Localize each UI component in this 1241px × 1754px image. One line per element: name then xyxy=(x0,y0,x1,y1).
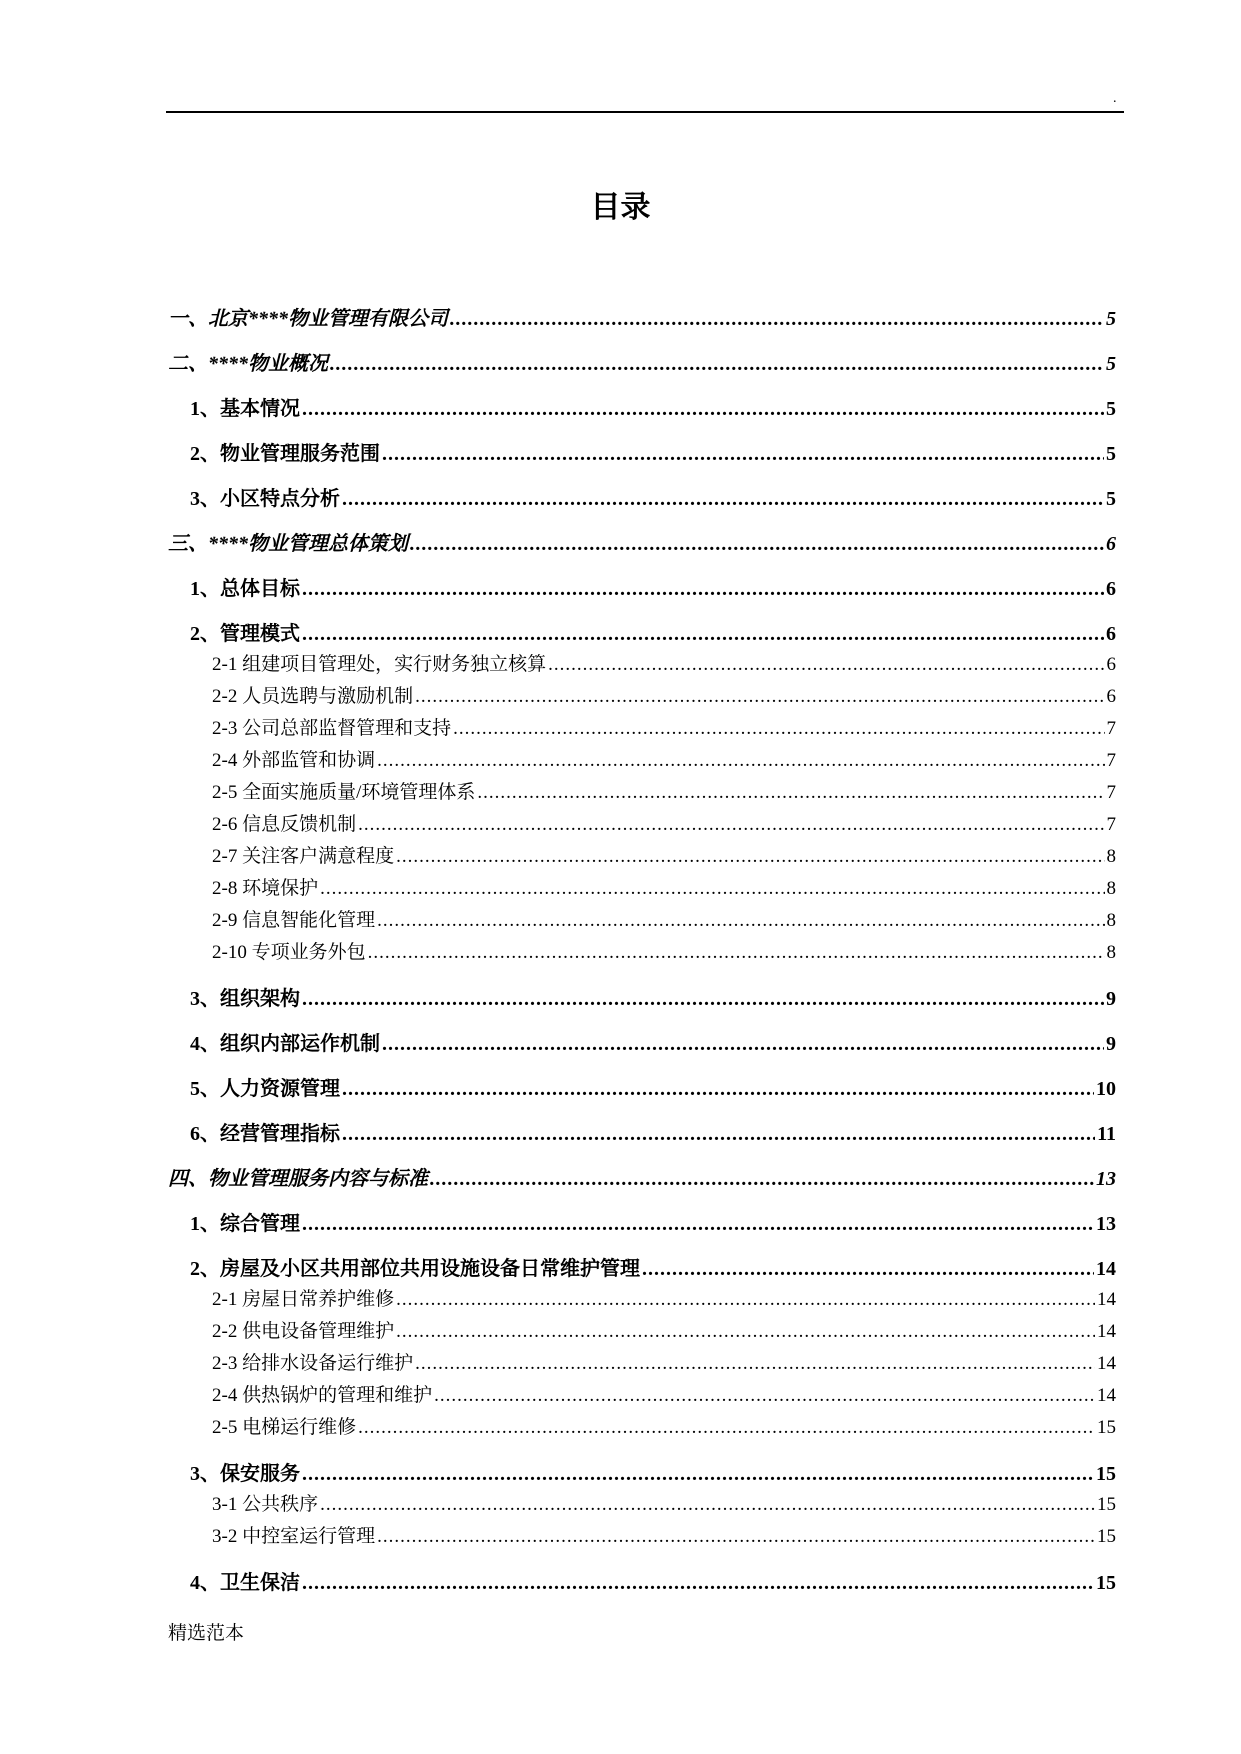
toc-entry[interactable] xyxy=(212,713,1116,740)
toc-entry-text: 3、组织架构 xyxy=(190,988,300,1010)
toc-dot-leader xyxy=(302,578,1104,601)
toc-page-number: 14 xyxy=(1097,1385,1116,1406)
toc-entry-text: 二、****物业概况 xyxy=(168,353,328,375)
toc-entry[interactable] xyxy=(212,841,1116,868)
toc-dot-leader xyxy=(368,942,1105,964)
toc-entry[interactable] xyxy=(190,482,1116,511)
toc-entry[interactable] xyxy=(168,527,1116,556)
toc-entry-text: 4、卫生保洁 xyxy=(190,1572,300,1594)
toc-entry-text: 3、保安服务 xyxy=(190,1463,300,1485)
header-dot: . xyxy=(1113,91,1117,106)
toc-entry[interactable] xyxy=(212,873,1116,900)
toc-entry[interactable] xyxy=(190,982,1116,1011)
toc-entry[interactable] xyxy=(212,1412,1116,1439)
toc-page-number: 8 xyxy=(1106,878,1116,899)
toc-dot-leader xyxy=(302,1572,1094,1595)
toc-page-number: 5 xyxy=(1106,353,1116,375)
toc-entry-text: 2-2 人员选聘与激励机制 xyxy=(212,686,414,707)
toc-page-number: 8 xyxy=(1106,846,1116,867)
toc-dot-leader xyxy=(382,443,1104,466)
toc-dot-leader xyxy=(358,814,1104,836)
toc-dot-leader xyxy=(410,533,1104,556)
toc-entry-text: 2-1 组建项目管理处，实行财务独立核算 xyxy=(212,654,547,675)
toc-entry[interactable] xyxy=(212,777,1116,804)
toc-page-number: 15 xyxy=(1097,1526,1116,1547)
toc-page-number: 5 xyxy=(1106,398,1116,420)
toc-page-number: 6 xyxy=(1106,654,1116,675)
toc-dot-leader xyxy=(396,1289,1095,1311)
toc-page-number: 5 xyxy=(1106,443,1116,465)
toc-page-number: 14 xyxy=(1096,1258,1116,1280)
toc-entry[interactable] xyxy=(190,1072,1116,1101)
toc-entry-text: 2-9 信息智能化管理 xyxy=(212,910,376,931)
toc-dot-leader xyxy=(453,718,1104,740)
toc-dot-leader xyxy=(642,1258,1094,1281)
toc-entry[interactable] xyxy=(190,392,1116,421)
toc-dot-leader xyxy=(320,1494,1095,1516)
toc-page-number: 15 xyxy=(1097,1494,1116,1515)
toc-dot-leader xyxy=(320,878,1104,900)
toc-entry[interactable] xyxy=(212,1284,1116,1311)
toc-entry[interactable] xyxy=(190,572,1116,601)
toc-page-number: 7 xyxy=(1106,750,1116,771)
toc-entry[interactable] xyxy=(212,1521,1116,1548)
toc-dot-leader xyxy=(342,1123,1095,1146)
toc-entry-text: 2-5 全面实施质量/环境管理体系 xyxy=(212,782,476,803)
toc-dot-leader xyxy=(302,1213,1094,1236)
toc-entry-text: 3-2 中控室运行管理 xyxy=(212,1526,376,1547)
toc-page-number: 6 xyxy=(1106,533,1116,555)
toc-page-number: 11 xyxy=(1097,1123,1116,1145)
toc-dot-leader xyxy=(415,686,1104,708)
toc-entry[interactable] xyxy=(190,617,1116,646)
toc-entry-text: 2-7 关注客户满意程度 xyxy=(212,846,395,867)
toc-entry[interactable] xyxy=(212,809,1116,836)
toc-entry-text: 2、管理模式 xyxy=(190,623,300,645)
toc-entry[interactable] xyxy=(190,1457,1116,1486)
toc-entry-text: 四、物业管理服务内容与标准 xyxy=(168,1168,428,1190)
toc-entry-text: 2-2 供电设备管理维护 xyxy=(212,1321,395,1342)
toc-page-number: 15 xyxy=(1096,1463,1116,1485)
toc-dot-leader xyxy=(377,910,1104,932)
toc-dot-leader xyxy=(302,398,1104,421)
toc-dot-leader xyxy=(396,846,1104,868)
toc-page-number: 7 xyxy=(1106,718,1116,739)
toc-page-number: 7 xyxy=(1106,814,1116,835)
toc-page-number: 14 xyxy=(1097,1289,1116,1310)
toc-page-number: 8 xyxy=(1106,942,1116,963)
toc-page-number: 6 xyxy=(1106,686,1116,707)
toc-page-number: 5 xyxy=(1106,308,1116,330)
toc-entry-text: 2-6 信息反馈机制 xyxy=(212,814,357,835)
toc-entry-text: 1、综合管理 xyxy=(190,1213,300,1235)
toc-page-number: 5 xyxy=(1106,488,1116,510)
toc-page-number: 15 xyxy=(1096,1572,1116,1594)
toc-dot-leader xyxy=(330,353,1104,376)
toc-dot-leader xyxy=(382,1033,1104,1056)
toc-page-number: 13 xyxy=(1096,1168,1116,1190)
toc-entry[interactable] xyxy=(212,937,1116,964)
toc-page-number: 7 xyxy=(1106,782,1116,803)
toc-entry[interactable] xyxy=(212,681,1116,708)
toc-entry-text: 1、总体目标 xyxy=(190,578,300,600)
toc-dot-leader xyxy=(302,1463,1094,1486)
toc-dot-leader xyxy=(396,1321,1095,1343)
toc-page-number: 8 xyxy=(1106,910,1116,931)
toc-entry-text: 2-5 电梯运行维修 xyxy=(212,1417,357,1438)
toc-entry[interactable] xyxy=(212,649,1116,676)
toc-entry[interactable] xyxy=(212,1316,1116,1343)
toc-entry-text: 2-4 供热锅炉的管理和维护 xyxy=(212,1385,433,1406)
toc-entry[interactable] xyxy=(190,1027,1116,1056)
toc-dot-leader xyxy=(342,1078,1094,1101)
toc-dot-leader xyxy=(430,1168,1094,1191)
toc-entry-text: 3-1 公共秩序 xyxy=(212,1494,319,1515)
toc-entry[interactable] xyxy=(190,1117,1116,1146)
toc-entry-text: 6、经营管理指标 xyxy=(190,1123,340,1145)
toc-entry-text: 2-1 房屋日常养护维修 xyxy=(212,1289,395,1310)
toc-page-number: 15 xyxy=(1097,1417,1116,1438)
toc-entry-text: 2-3 公司总部监督管理和支持 xyxy=(212,718,452,739)
toc-dot-leader xyxy=(434,1385,1095,1407)
toc-entry[interactable] xyxy=(212,745,1116,772)
toc-dot-leader xyxy=(342,488,1104,511)
toc-entry-text: 3、小区特点分析 xyxy=(190,488,340,510)
toc-dot-leader xyxy=(477,782,1104,804)
toc-entry[interactable] xyxy=(168,302,1116,331)
toc-entry[interactable] xyxy=(212,905,1116,932)
toc-dot-leader xyxy=(302,988,1104,1011)
toc-entry-text: 2、房屋及小区共用部位共用设施设备日常维护管理 xyxy=(190,1258,640,1280)
toc-dot-leader xyxy=(415,1353,1095,1375)
toc-page-number: 13 xyxy=(1096,1213,1116,1235)
toc-dot-leader xyxy=(450,308,1104,331)
toc-page-number: 6 xyxy=(1106,623,1116,645)
toc-page-number: 10 xyxy=(1096,1078,1116,1100)
toc-entry-text: 2-4 外部监管和协调 xyxy=(212,750,376,771)
toc-page-number: 9 xyxy=(1106,1033,1116,1055)
toc-entry[interactable] xyxy=(168,1162,1116,1191)
toc-dot-leader xyxy=(377,750,1104,772)
toc-dot-leader xyxy=(358,1417,1095,1439)
toc-entry[interactable] xyxy=(190,437,1116,466)
toc-entry[interactable] xyxy=(212,1348,1116,1375)
toc-page-number: 14 xyxy=(1097,1353,1116,1374)
toc-entry-text: 5、人力资源管理 xyxy=(190,1078,340,1100)
toc-entry[interactable] xyxy=(168,347,1116,376)
toc-entry[interactable] xyxy=(190,1207,1116,1236)
toc-page-number: 9 xyxy=(1106,988,1116,1010)
toc-entry-text: 2-10 专项业务外包 xyxy=(212,942,366,963)
toc-page-number: 6 xyxy=(1106,578,1116,600)
footer-text: 精选范本 xyxy=(168,1623,245,1644)
toc-entry[interactable] xyxy=(190,1252,1116,1281)
toc-entry-text: 2-3 给排水设备运行维护 xyxy=(212,1353,414,1374)
toc-entry[interactable] xyxy=(212,1489,1116,1516)
toc-entry-text: 一、北京****物业管理有限公司 xyxy=(168,308,448,330)
toc-dot-leader xyxy=(302,623,1104,646)
toc-dot-leader xyxy=(377,1526,1095,1548)
page-title: 目录 xyxy=(590,190,651,225)
toc-entry-text: 4、组织内部运作机制 xyxy=(190,1033,380,1055)
toc-entry-text: 三、****物业管理总体策划 xyxy=(168,533,408,555)
toc-page-number: 14 xyxy=(1097,1321,1116,1342)
toc-entry[interactable] xyxy=(212,1380,1116,1407)
toc-entry[interactable] xyxy=(190,1566,1116,1595)
toc-dot-leader xyxy=(548,654,1104,676)
toc-entry-text: 2、物业管理服务范围 xyxy=(190,443,380,465)
toc-entry-text: 2-8 环境保护 xyxy=(212,878,319,899)
toc-entry-text: 1、基本情况 xyxy=(190,398,300,420)
